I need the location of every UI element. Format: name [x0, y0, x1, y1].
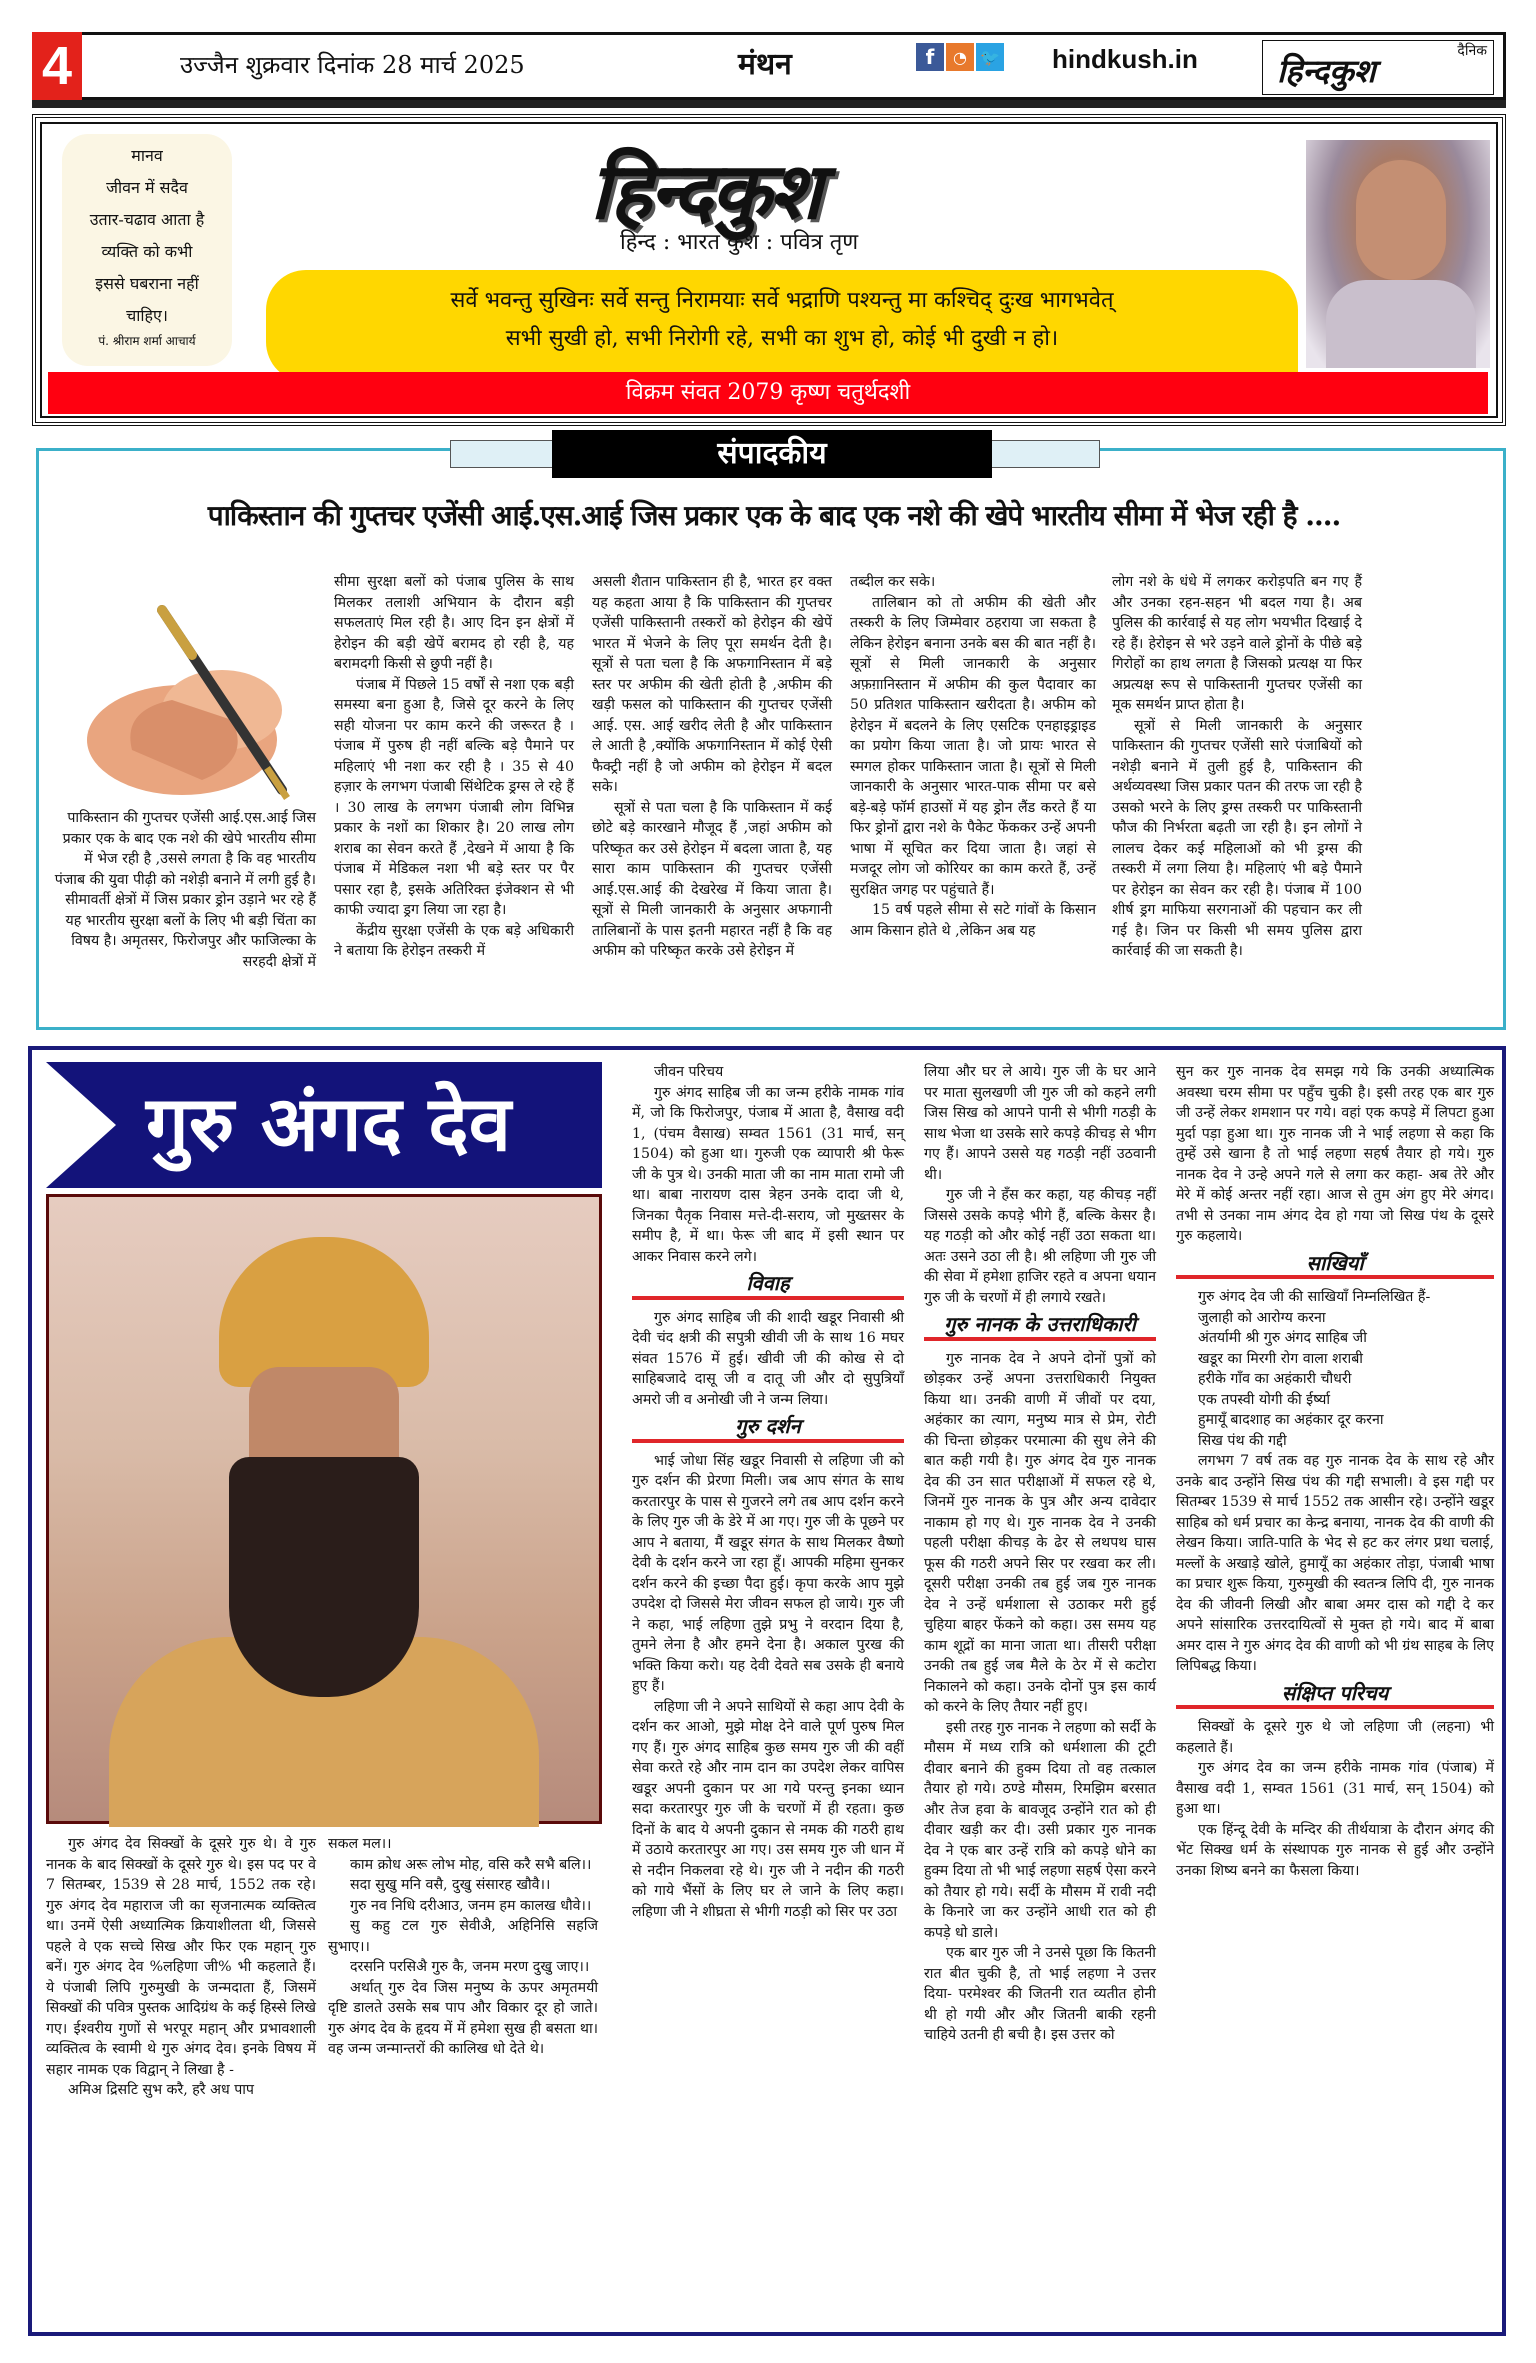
founder-portrait — [1306, 140, 1490, 368]
editorial-paragraph: लोग नशे के धंधे में लगकर करोड़पति बन गए हैं और उनका रहन-सहन भी बदल गया है। अब पुलिस की कार्रवाई से यह लोग भयभीत दिखाई दे रहे हैं। हेरोइन से भरे उड़ने वाले ड्रोनों के पीछे बड़े गिरोहों का हाथ लगता है जिसको प्रत्यक्ष या फिर अप्रत्यक्ष रूप से पाकिस्तानी गुप्तचर एजेंसी का मूक समर्थन प्राप्त होता है। — [1112, 574, 1362, 713]
sakhi-item: जुलाही को आरोग्य करना — [1198, 1309, 1326, 1326]
guru-paragraph: अमिअ द्रिसटि सुभ करै, हरै अध पाप — [68, 2082, 254, 2098]
editorial-paragraph: असली शैतान पाकिस्तान ही है, भारत हर वक्त यह कहता आया है कि पाकिस्तान की गुप्तचर एजेंसी पाकिस्तानी तस्करों को हेरोइन की खेपें भारत में भेजने के लिए पूरा समर्थन देती है। सूत्रों से पता चला है कि अफगानिस्तान में बड़े स्तर पर अफीम की खेती होती है ,अफीम की खड़ी फसल को पाकिस्तान की गुप्तचर एजेंसी आई. एस. आई खरीद लेती है और पाकिस्तान ले आती है ,क्योंकि अफगानिस्तान में कोई ऐसी फैक्ट्री नहीं है जो अफीम को हेरोइन में बदल सके। — [592, 574, 832, 795]
editorial-paragraph: पाकिस्तान की गुप्तचर एजेंसी आई.एस.आई जिस प्रकार एक के बाद एक नशे की खेपे भारतीय सीमा में भेज रही है ,उससे लगता है कि वह भारतीय पंजाब की युवा पीढ़ी को नशेड़ी बनाने में लगी हुई है। सीमावर्ती क्षेत्रों में जिस प्रकार ड्रोन उड़ाने भर रहे हैं यह भारतीय सुरक्षा बलों के लिए भी बड़ी चिंता का विषय है। अमृतसर, फिरोजपुर और फाजिल्का के सरहदी क्षेत्रों में — [54, 810, 316, 970]
guru-verse: काम क्रोध अरू लोभ मोह, वसि करै सभै बलि।। — [350, 1856, 592, 1873]
editorial-paragraph: तालिबान को तो अफीम की खेती और तस्करी के लिए जिम्मेवार ठहराया जा सकता है लेकिन हेरोइन बनाना उनके बस की बात नहीं है।सूत्रों से मिली जानकारी के अनुसार अफ़ग़ानिस्तान में अफीम की कुल पैदावार का 50 प्रतिशत पाकिस्तान खरीदता है। अफीम को हेरोइन में बदलने के लिए एसटिक एनहाइड्राइड का प्रयोग किया जाता है। जो प्रायः भारत से स्मगल होकर पाकिस्तान जाता है। सूत्रों से मिली जानकारी के अनुसार भारत-पाक सीमा पर बसे बड़े-बड़े फॉर्म हाउसों में यह ड्रोन लैंड करते हैं या फिर ड्रोनों द्वारा नशे के पैकेट फेंककर उन्हें अपनी भाषा में सूचित कर दिया जाता है। जहां से मजदूर लोग जो कोरियर का काम करते हैं, उन्हें सुरक्षित जगह पर पहुंचाते हैं। — [850, 594, 1096, 898]
guru-verse: सदा सुखु मनि वसै, दुखु संसारह खौवै।। — [350, 1877, 551, 1893]
logo-tagline: हिन्द : भारत कुश : पवित्र तृण — [620, 230, 859, 255]
guru-paragraph: अर्थात् गुरु देव जिस मनुष्य के ऊपर अमृतमयी दृष्टि डालते उसके सब पाप और विकार दूर हो जाते। गुरु अंगद देव के हृदय में में हमेशा सुख ही बसता था। वह जन्म जन्मान्तरों की कालिख धो देते थे। — [328, 1979, 598, 2057]
section-label: जीवन परिचय — [654, 1064, 724, 1080]
guru-paragraph: सिक्खों के दूसरे गुरु थे जो लहिणा जी (लहना) भी कहलाते हैं। — [1176, 1719, 1494, 1756]
subheading-brief: संक्षिप्त परिचय — [1176, 1683, 1494, 1710]
thought-box — [62, 134, 232, 366]
page-number: 4 — [32, 32, 82, 100]
mini-logo-name: हिन्दकुश — [1277, 52, 1376, 90]
twitter-icon[interactable]: 🐦 — [976, 43, 1004, 71]
guru-column-3 — [632, 1062, 904, 1922]
site-link[interactable]: hindkush.in — [1052, 44, 1198, 74]
mini-logo — [1262, 40, 1494, 95]
thought-line: चाहिए। — [126, 306, 168, 325]
guru-paragraph: लहिणा जी ने अपने साथियों से कहा आप देवी के दर्शन कर आओ, मुझे मोक्ष देने वाले पूर्ण पुरुष मिल गए हैं। गुरु अंगद साहिब कुछ समय गुरु जी की वहीं सेवा करते रहे और नाम दान का उपदेश लेकर वापिस खडूर अपनी दुकान पर आ गये परन्तु इनका ध्यान सदा करतारपुर गुरु जी के चरणों में ही रहता। कुछ दिनों के बाद ये अपनी दुकान से नमक की गठरी हाथ में उठाये करतारपुर आ गए। उस समय गुरु जी धान में से नदीन निकलवा रहे थे। गुरु जी ने नदीन की गठरी को गाये भैंसों के लिए घर ले जाने के लिए कहा। लहिणा जी ने शीघ्रता से भीगी गठड़ी को सिर पर उठा — [632, 1698, 904, 1920]
editorial-paragraph: तब्दील कर सके। — [850, 574, 936, 590]
thought-line: मानव — [131, 146, 163, 165]
shloka-hindi: सभी सुखी हो, सभी निरोगी रहे, सभी का शुभ हो, कोई भी दुखी न हो। — [505, 326, 1059, 351]
guru-verse: सु कहु टल गुरु सेवीअै, अहिनिसि सहजि सुभाए।। — [328, 1918, 598, 1955]
mini-logo-tag: दैनिक — [1457, 43, 1487, 59]
section-name: मंथन — [738, 47, 792, 82]
arrow-icon — [46, 1062, 116, 1188]
editorial-column-2 — [334, 572, 574, 962]
subheading-vivah: विवाह — [632, 1273, 904, 1300]
guru-paragraph: गुरु अंगद देव जी की साखियाँ निम्नलिखित हैं- — [1198, 1289, 1431, 1305]
editorial-paragraph: सूत्रों से मिली जानकारी के अनुसार पाकिस्तान की गुप्तचर एजेंसी सारे पंजाबियों को नशेड़ी बनाने में तुली हुई है, पाकिस्तान की अर्थव्यवस्था जिस प्रकार पतन की तरफ जा रही है उसको भरने के लिए ड्रग्स तस्करी पर पाकिस्तानी फौज की निर्भरता बढ़ती जा रही है। इन लोगों ने लालच देकर कई महिलाओं को भी ड्रग्स की तस्करी में लगा लिया है। महिलाएं भी बड़े पैमाने पर हेरोइन का सेवन कर रही है। पंजाब में 100 शीर्ष ड्रग माफिया सरगनाओं की पहचान कर ली गई है। जिन पर किसी भी समय पुलिस द्वारा कार्रवाई की जा सकती है। — [1112, 717, 1362, 959]
guru-paragraph: गुरु जी ने हँस कर कहा, यह कीचड़ नहीं जिससे उसके कपड़े भीगे हैं, बल्कि केसर है। यह गठड़ी को और कोई नहीं उठा सकता था। अतः उसने उठा ली है। श्री लहिणा जी गुरु जी की सेवा में हमेशा हाजिर रहते व अपना धयान गुरु जी के चरणों में ही लगाये रखते। — [924, 1187, 1156, 1306]
guru-paragraph: गुरु नानक देव ने अपने दोनों पुत्रों को छोड़कर उन्हें अपना उत्तराधिकारी नियुक्त किया था। उनकी वाणी में जीवों पर दया, अहंकार का त्याग, मनुष्य मात्र से प्रेम, रोटी की चिन्ता छोड़कर परमात्मा की सुध लेने की बात कही गयी है। गुरु अंगद देव गुरु नानक देव की उन सात परीक्षाओं में सफल रहे थे, जिनमें गुरु नानक के पुत्र और अन्य दावेदार नाकाम हो गए थे। गुरु नानक देव ने उनकी पहली परीक्षा कीचड़ के ढेर से लथपथ घास फूस की गठरी अपने सिर पर रखवा कर ली। दूसरी परीक्षा उनकी तब हुई जब गुरु नानक देव ने उन्हें धर्मशाला से उठाकर मरी हुई चुहिया बाहर फेंकने को कहा। उस समय यह काम शूद्रों का माना जाता था। तीसरी परीक्षा उनकी तब हुई जब मैले के ठेर में से कटोरा निकालने को कहा। उनके दोनों पुत्र इस कार्य को करने के लिए तैयार नहीं हुए। — [924, 1350, 1156, 1715]
guru-paragraph: इसी तरह गुरु नानक ने लहणा को सर्दी के मौसम में मध्य रात्रि को धर्मशाला की टूटी दीवार बनाने की हुक्म दिया तो वह तत्काल तैयार हो गये। ठण्डे मौसम, रिमझिम बरसात और तेज हवा के बावजूद उन्होंने रात को ही दीवार खड़ी कर दी। उसी प्रकार गुरु नानक देव ने एक बार उन्हें रात्रि को कपड़े धोने का हुक्म दिया तो भी भाई लहणा सहर्ष ऐसा करने को तैयार हो गये। सर्दी के मौसम में रावी नदी के किनारे जा कर उन्होंने आधी रात को ही कपड़े धो डाले। — [924, 1719, 1156, 1941]
guru-verse: दरसनि परसिअै गुरु कै, जनम मरण दुखु जाए।। — [350, 1959, 590, 1975]
guru-column-2 — [328, 1834, 598, 2060]
subheading-darshan: गुरु दर्शन — [632, 1416, 904, 1443]
guru-column-5 — [1176, 1062, 1494, 1881]
subheading-successor: गुरु नानक के उत्तराधिकारी — [924, 1314, 1156, 1341]
guru-portrait — [46, 1194, 602, 1824]
sakhi-item: एक तपस्वी योगी की ईर्ष्या — [1198, 1391, 1331, 1408]
guru-paragraph: लिया और घर ले आये। गुरु जी के घर आने पर माता सुलखणी जी गुरु जी को कहने लगी जिस सिख को आपने पानी से भीगी गठड़ी के साथ भेजा था उसके सारे कपड़े कीचड़ से भीग गए हैं। आपने उससे यह गठड़ी नहीं उठवानी थी। — [924, 1064, 1156, 1183]
guru-column-4 — [924, 1062, 1156, 2046]
shloka-banner — [266, 270, 1298, 382]
thought-line: इससे घबराना नहीं — [95, 274, 199, 293]
guru-verse: सकल मल।। — [328, 1836, 392, 1852]
guru-paragraph: सुन कर गुरु नानक देव समझ गये कि उनकी अध्यात्मिक अवस्था चरम सीमा पर पहुँच चुकी है। इसी तरह एक बार गुरु जी उन्हें लेकर शमशान पर गये। वहां एक कपड़े में लिपटा हुआ मुर्दा पड़ा हुआ था। गुरु नानक जी ने भाई लहणा से कहा कि तुम्हें उसे खाना है तो भाई लहणा सहर्ष तैयार हो गये। गुरु नानक देव ने उन्हे अपने गले से लगा कर कहा- अब तेरे और मेरे में कोई अन्तर नहीं रहा। आज से तुम अंग हुए मेरे अंगद। तभी से उनका नाम अंगद देव हो गया जो सिख पंथ के दूसरे गुरु कहलाये। — [1176, 1064, 1494, 1244]
editorial-column-1 — [54, 808, 316, 972]
thought-line: उतार-चढाव आता है — [89, 210, 205, 229]
guru-paragraph: एक बार गुरु जी ने उनसे पूछा कि कितनी रात बीत चुकी है, तो भाई लहणा ने उत्तर दिया- परमेश्वर की जितनी रात व्यतीत होनी थी हो गयी और और जितनी बाकी रहनी चाहिये उतनी ही बची है। इस उत्तर को — [924, 1945, 1156, 2043]
guru-column-1 — [46, 1834, 316, 2101]
guru-paragraph: भाई जोधा सिंह खडूर निवासी से लहिणा जी को गुरु दर्शन की प्रेरणा मिली। जब आप संगत के साथ करतारपुर के पास से गुजरने लगे तब आप दर्शन करने के लिए गुरु जी के डेरे में आ गए। गुरु जी के पूछने पर आप ने बताया, मैं खडूर संगत के साथ मिलकर वैष्णो देवी के दर्शन करने जा रहा हूँ। आपकी महिमा सुनकर दर्शन करने की इच्छा पैदा हुई। कृपा करके आप मुझे उपदेश दो जिससे मेरा जीवन सफल हो जाये। गुरु जी ने कहा, भाई लहिणा तुझे प्रभु ने वरदान दिया है, तुमने लेना है और हमने देना है। अकाल पुरख की भक्ति किया करो। यह देवी देवते सब उसके ही बनाये हुए हैं। — [632, 1452, 904, 1694]
guru-paragraph: गुरु अंगद साहिब जी की शादी खडूर निवासी श्री देवी चंद क्षत्री की सपुत्री खीवी जी के साथ 16 मघर संवत 1576 में हुई। खीवी जी की कोख से दो साहिबजादे दासू जी व दातू जी और दो सुपुत्रियाँ अमरो जी व अनोखी जी ने जन्म लिया। — [632, 1309, 904, 1408]
top-rule — [32, 100, 1506, 108]
editorial-paragraph: सूत्रों से पता चला है कि पाकिस्तान में कई छोटे बड़े कारखाने मौजूद हैं ,जहां अफीम को परिष्कृत कर उसे हेरोइन में बदला जाता है, यह सारा काम पाकिस्तान की गुप्तचर एजेंसी आई.एस.आई की देखरेख में किया जाता है। सूत्रों से मिली जानकारी के अनुसार अफगानी तालिबानों के पास इतनी महारत नहीं है कि वह अफीम को परिष्कृत करके उसे हेरोइन में — [592, 799, 832, 959]
editorial-column-5 — [1112, 572, 1362, 962]
guru-title-banner — [46, 1062, 602, 1188]
sakhi-item: अंतर्यामी श्री गुरु अंगद साहिब जी — [1198, 1330, 1367, 1346]
editorial-label: संपादकीय — [552, 430, 992, 478]
shloka-sanskrit: सर्वे भवन्तु सुखिनः सर्वे सन्तु निरामयाः सर्वे भद्राणि पश्यन्तु मा कश्चिद् दुःख भागभवेत् — [450, 288, 1114, 313]
editorial-paragraph: सीमा सुरक्षा बलों को पंजाब पुलिस के साथ मिलकर तलाशी अभियान के दौरान बड़ी सफलताएं मिल रही है। आए दिन इन क्षेत्रों में हेरोइन की बड़ी खेपें बरामद हो रही है, यह बरामदगी किसी से छुपी नहीं है। — [334, 574, 574, 672]
dateline: उज्जैन शुक्रवार दिनांक 28 मार्च 2025 — [180, 51, 525, 79]
thought-author: पं. श्रीराम शर्मा आचार्य — [98, 334, 196, 348]
editorial-column-4 — [850, 572, 1096, 941]
guru-paragraph: एक हिंन्दू देवी के मन्दिर की तीर्थयात्रा के दौरान अंगद की भेंट सिक्ख धर्म के संस्थापक गुरु नानक से हुई और उन्होंने उनका शिष्य बनने का फैसला किया। — [1176, 1821, 1494, 1879]
thought-line: जीवन में सदैव — [106, 178, 188, 197]
editorial-column-3 — [592, 572, 832, 962]
sakhi-item: सिख पंथ की गद्दी — [1198, 1432, 1287, 1449]
sakhi-item: खडूर का मिरगी रोग वाला शराबी — [1198, 1350, 1363, 1367]
rss-icon[interactable]: ◔ — [946, 43, 974, 71]
pen-hand-illustration — [52, 600, 322, 810]
editorial-paragraph: 15 वर्ष पहले सीमा से सटे गांवों के किसान आम किसान होते थे ,लेकिन अब यह — [850, 902, 1096, 939]
social-links — [916, 43, 1004, 71]
facebook-icon[interactable]: f — [916, 43, 944, 71]
sakhi-item: हुमायूँ बादशाह का अहंकार दूर करना — [1198, 1412, 1384, 1428]
editorial-paragraph: केंद्रीय सुरक्षा एजेंसी के एक बड़े अधिकारी ने बताया कि हेरोइन तस्करी में — [334, 922, 574, 959]
editorial-headline: पाकिस्तान की गुप्तचर एजेंसी आई.एस.आई जिस प्रकार एक के बाद एक नशे की खेपे भारतीय सीमा में भेज रही है .... — [207, 499, 1341, 532]
newspaper-logo: हिन्दकुश — [590, 146, 821, 237]
samvat-band: विक्रम संवत 2079 कृष्ण चतुर्थदशी — [48, 372, 1488, 414]
sakhi-item: हरीके गाँव का अहंकारी चौधरी — [1198, 1371, 1352, 1387]
guru-verse: गुरु नव निधि दरीआउ, जनम हम कालख धौवे।। — [350, 1897, 592, 1914]
guru-paragraph: लगभग 7 वर्ष तक वह गुरु नानक देव के साथ रहे और उनके बाद उन्होंने सिख पंथ की गद्दी सभाली। वे इस गद्दी पर सितम्बर 1539 से मार्च 1552 तक आसीन रहे। उन्होंने खडूर साहिब को धर्म प्रचार का केन्द्र बनाया, नानक देव की वाणी की लेखन किया। जाति-पाति के भेद से हट कर लंगर प्रथा चलाई, मल्लों के अखाड़े खोले, हुमायूँ का अहंकार तोड़ा, पंजाबी भाषा का प्रचार शुरू किया, गुरुमुखी की स्वतन्त्र लिपि दी, गुरु नानक देव की जीवनी लिखी और बाबा अमर दास को गद्दी दे कर अपने सांसारिक उत्तरदायित्वों से मुक्त हो गये। बाद में बाबा अमर दास ने गुरु अंगद देव की वाणी को भी ग्रंथ साहब के लिए लिपिबद्ध किया। — [1176, 1453, 1494, 1674]
guru-paragraph: गुरु अंगद देव का जन्म हरीके नामक गांव (पंजाब) में वैसाख वदी 1, सम्वत 1561 (31 मार्च, सन् 1504) को हुआ था। — [1176, 1760, 1494, 1817]
thought-line: व्यक्ति को कभी — [101, 242, 193, 261]
subheading-sakhiyan: साखियाँ — [1176, 1253, 1494, 1280]
guru-title: गुरु अंगद देव — [146, 1079, 511, 1168]
guru-paragraph: गुरु अंगद साहिब जी का जन्म हरीके नामक गांव में, जो कि फिरोजपुर, पंजाब में आता है, वैसाख वदी 1, (पंचम वैसाख) सम्वत 1561 (31 मार्च, सन् 1504) को हुआ था। गुरुजी एक व्यापारी श्री फेरू जी के पुत्र थे। उनकी माता जी का नाम माता रामो जी था। बाबा नारायण दास त्रेहन उनके दादा जी थे, जिनका पैतृक निवास मत्ते-दी-सराय, जो मुख्तसर के समीप है, में था। फेरू जी बाद में इसी स्थान पर आकर निवास करने लगे। — [632, 1084, 904, 1265]
guru-paragraph: गुरु अंगद देव सिक्खों के दूसरे गुरु थे। वे गुरु नानक के बाद सिक्खों के दूसरे गुरु थे। इस पद पर वे 7 सितम्बर, 1539 से 28 मार्च, 1552 तक रहे। गुरु अंगद देव महाराज जी का सृजनात्मक व्यक्तित्व था। उनमें ऐसी अध्यात्मिक क्रियाशीलता थी, जिससे पहले वे एक सच्चे सिख और फिर एक महान् गुरु बनें। गुरु अंगद देव %लहिणा जी% भी कहलाते हैं। ये पंजाबी लिपि गुरुमुखी के जन्मदाता हैं, जिसमें सिक्खों की पवित्र पुस्तक आदिग्रंथ के कई हिस्से लिखे गए। ईश्वरीय गुणों से भरपूर महान् और प्रभावशाली व्यक्तित्व के स्वामी थे गुरु अंगद देव। इनके विषय में सहार नामक एक विद्वान् ने लिखा है - — [46, 1836, 316, 2078]
editorial-paragraph: पंजाब में पिछले 15 वर्षों से नशा एक बड़ी समस्या बना हुआ है, जिसे दूर करने के लिए सही योजना पर काम करने की जरूरत है । पंजाब में पुरुष ही नहीं बल्कि बड़े पैमाने पर महिलाएं भी नशा कर रही है । 35 से 40 हज़ार के लगभग पंजाबी सिंथेटिक ड्रग्स ले रहे हैं । 30 लाख के लगभग पंजाबी लोग विभिन्न प्रकार के नशों का शिकार है। 20 लाख लोग शराब का सेवन करते हैं ,देखने में आया है कि पंजाब में मेडिकल नशा भी बड़े स्तर पर पैर पसार रहा है, इसके अतिरिक्त इंजेक्शन से भी काफी ज्यादा ड्रग लिया जा रहा है। — [334, 676, 574, 918]
